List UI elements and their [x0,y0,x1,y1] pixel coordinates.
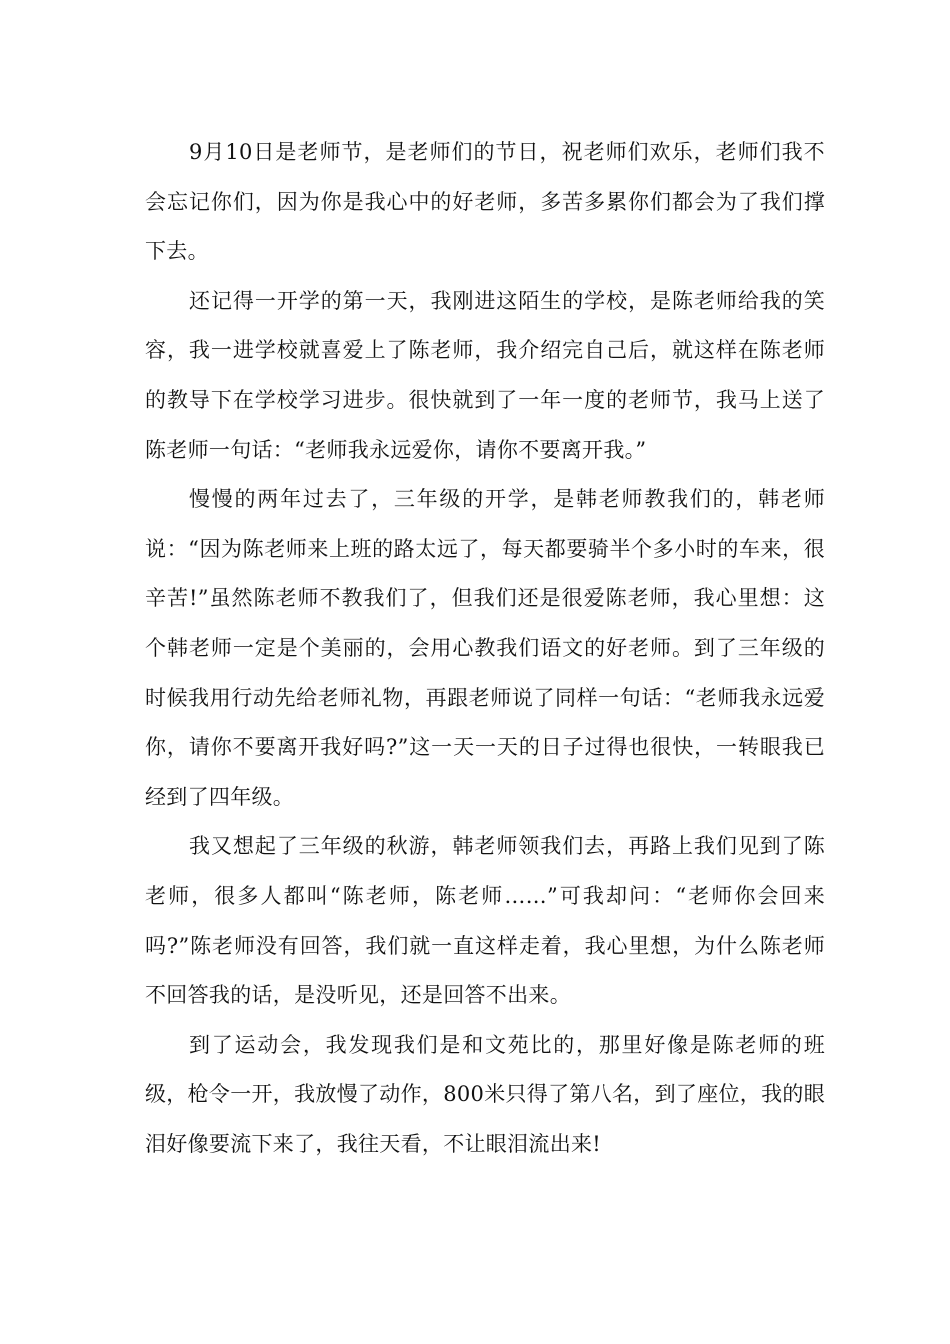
document-body [145,128,825,1169]
paragraph-5: 到了运动会，我发现我们是和文苑比的，那里好像是陈老师的班级，枪令一开，我放慢了动作，800米只得了第八名，到了座位，我的眼泪好像要流下来了，我往天看，不让眼泪流出来! [145,1032,825,1156]
paragraph-2: 还记得一开学的第一天，我刚进这陌生的学校，是陈老师给我的笑容，我一进学校就喜爱上了陈老师，我介绍完自己后，就这样在陈老师的教导下在学校学习进步。很快就到了一年一度的老师节，我马上送了陈老师一句话：“老师我永远爱你，请你不要离开我。” [145,288,825,462]
paragraph-1: 9月10日是老师节，是老师们的节日，祝老师们欢乐，老师们我不会忘记你们，因为你是我心中的好老师，多苦多累你们都会为了我们撑下去。 [145,140,825,264]
paragraph-4: 我又想起了三年级的秋游，韩老师领我们去，再路上我们见到了陈老师，很多人都叫“陈老师，陈老师……”可我却问：“老师你会回来吗?”陈老师没有回答，我们就一直这样走着，我心里想，为什么陈老师不回答我的话，是没听见，还是回答不出来。 [145,834,825,1008]
paragraph-3: 慢慢的两年过去了，三年级的开学，是韩老师教我们的，韩老师说：“因为陈老师来上班的路太远了，每天都要骑半个多小时的车来，很辛苦!”虽然陈老师不教我们了，但我们还是很爱陈老师，我心里想：这个韩老师一定是个美丽的，会用心教我们语文的好老师。到了三年级的时候我用行动先给老师礼物，再跟老师说了同样一句话：“老师我永远爱你，请你不要离开我好吗?”这一天一天的日子过得也很快，一转眼我已经到了四年级。 [145,487,825,809]
